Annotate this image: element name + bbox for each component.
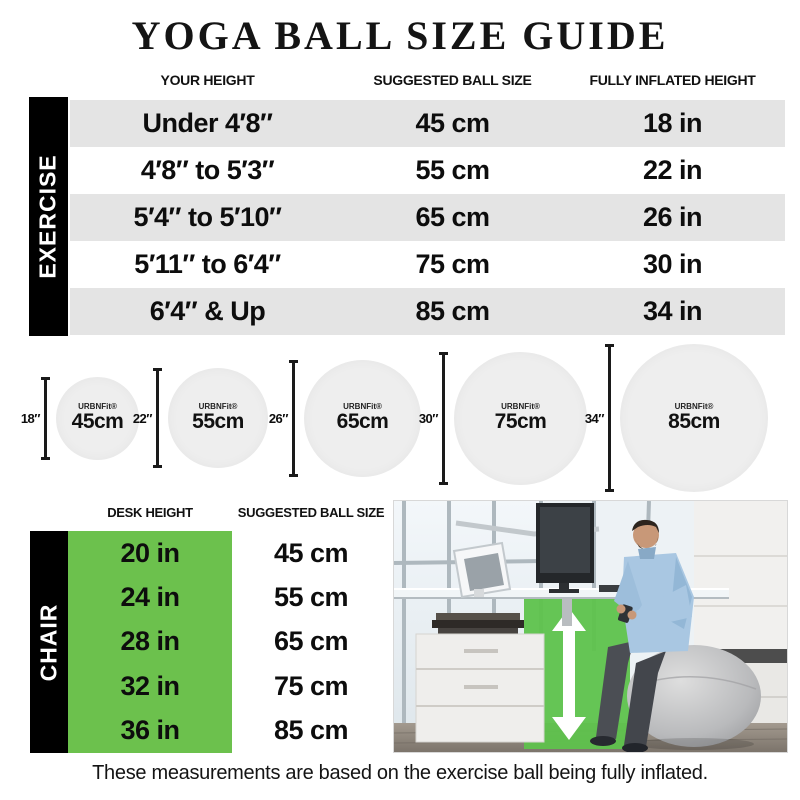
ball-size-value: 85 cm bbox=[273, 715, 349, 746]
exercise-section-label: EXERCISE bbox=[35, 154, 62, 279]
header-your-height: YOUR HEIGHT bbox=[160, 72, 255, 88]
ruler-icon bbox=[44, 377, 47, 460]
table-row bbox=[70, 100, 785, 147]
drawer-unit bbox=[416, 634, 544, 742]
ball-shadow bbox=[634, 738, 754, 750]
desk-height-value: 24 in bbox=[120, 582, 180, 613]
inflated-height-value: 22 in bbox=[642, 155, 703, 185]
desk-height-value: 20 in bbox=[120, 537, 180, 568]
ball-size-value: 65 cm bbox=[415, 202, 490, 232]
ball-size-value: 75 cm bbox=[415, 249, 490, 279]
ball-size-cm: 65cm bbox=[336, 410, 389, 434]
ball-size-value: 75 cm bbox=[273, 670, 349, 701]
ball-diameter-inches: 18″ bbox=[20, 410, 40, 426]
table-row bbox=[68, 531, 390, 575]
ruler-icon bbox=[442, 352, 445, 485]
ball-circle bbox=[620, 344, 768, 492]
ball-size-value: 55 cm bbox=[273, 582, 349, 613]
your-height-value: 5′4″ to 5′10″ bbox=[133, 202, 282, 232]
ruler-icon bbox=[608, 344, 611, 492]
ball-size-cm: 85cm bbox=[668, 410, 720, 434]
office-photo bbox=[393, 500, 788, 753]
brand-label: URBNFit® bbox=[674, 402, 714, 412]
ball-circle bbox=[454, 352, 587, 485]
table-row bbox=[68, 620, 390, 664]
table-row bbox=[70, 194, 785, 241]
inflated-height-value: 30 in bbox=[642, 249, 703, 279]
your-height-value: 4′8″ to 5′3″ bbox=[140, 155, 275, 185]
ball-scale-item bbox=[578, 344, 768, 492]
chair-table bbox=[68, 531, 390, 753]
brand-label: URBNFit® bbox=[343, 402, 382, 412]
table-row bbox=[70, 147, 785, 194]
ruler-icon bbox=[156, 368, 159, 468]
ball-circle bbox=[304, 360, 421, 477]
ball-diameter-inches: 26″ bbox=[268, 410, 288, 426]
inflated-height-value: 26 in bbox=[642, 202, 703, 232]
ball-scale-item bbox=[262, 360, 421, 477]
desk-height-value: 28 in bbox=[120, 626, 180, 657]
your-height-value: 5′11″ to 6′4″ bbox=[134, 249, 281, 279]
table-row bbox=[68, 664, 390, 708]
ruler-icon bbox=[292, 360, 295, 477]
ball-scale-item bbox=[14, 377, 139, 460]
small-monitor bbox=[454, 543, 510, 597]
desk-height-value: 36 in bbox=[120, 715, 180, 746]
table-row bbox=[68, 709, 390, 753]
chair-section-label: CHAIR bbox=[35, 603, 62, 681]
ball-size-cm: 75cm bbox=[494, 410, 547, 434]
your-height-value: 6′4″ & Up bbox=[149, 296, 266, 326]
table-row bbox=[70, 241, 785, 288]
header-suggested-ball-size-chair: SUGGESTED BALL SIZE bbox=[237, 505, 385, 520]
exercise-section-label-bar bbox=[29, 97, 68, 336]
ball-size-value: 85 cm bbox=[415, 296, 490, 326]
inflated-height-value: 18 in bbox=[642, 108, 703, 138]
table-row bbox=[68, 575, 390, 619]
ball-diameter-inches: 30″ bbox=[418, 410, 438, 426]
office-photo-illustration bbox=[394, 501, 787, 752]
header-desk-height: DESK HEIGHT bbox=[107, 505, 193, 520]
ball-size-value: 45 cm bbox=[273, 537, 349, 568]
your-height-value: Under 4′8″ bbox=[142, 108, 273, 138]
brand-label: URBNFit® bbox=[198, 402, 238, 412]
brand-label: URBNFit® bbox=[501, 402, 540, 412]
books-stack bbox=[432, 613, 524, 634]
table-row bbox=[70, 288, 785, 335]
exercise-table bbox=[70, 100, 785, 335]
ball-size-value: 55 cm bbox=[415, 155, 490, 185]
monitor bbox=[536, 503, 594, 593]
header-suggested-ball-size: SUGGESTED BALL SIZE bbox=[373, 72, 532, 88]
ball-size-value: 45 cm bbox=[415, 108, 490, 138]
ball-scale-item bbox=[412, 352, 587, 485]
page-title: YOGA BALL SIZE GUIDE bbox=[131, 13, 669, 58]
brand-label: URBNFit® bbox=[78, 402, 117, 412]
desk-height-value: 32 in bbox=[120, 670, 180, 701]
inflated-height-value: 34 in bbox=[642, 296, 703, 326]
ball-diameter-inches: 22″ bbox=[132, 410, 152, 426]
ball-size-cm: 45cm bbox=[71, 410, 124, 434]
header-fully-inflated-height: FULLY INFLATED HEIGHT bbox=[589, 72, 756, 88]
ball-circle bbox=[168, 368, 268, 468]
footer-note: These measurements are based on the exercise ball being fully inflated. bbox=[92, 762, 708, 784]
chair-section-label-bar bbox=[30, 531, 68, 753]
exercise-table-headers bbox=[70, 72, 785, 88]
ball-size-value: 65 cm bbox=[273, 626, 349, 657]
ball-scale-item bbox=[126, 368, 268, 468]
ball-diameter-inches: 34″ bbox=[584, 410, 604, 426]
ball-size-cm: 55cm bbox=[192, 410, 244, 434]
chair-table-headers bbox=[68, 505, 390, 520]
